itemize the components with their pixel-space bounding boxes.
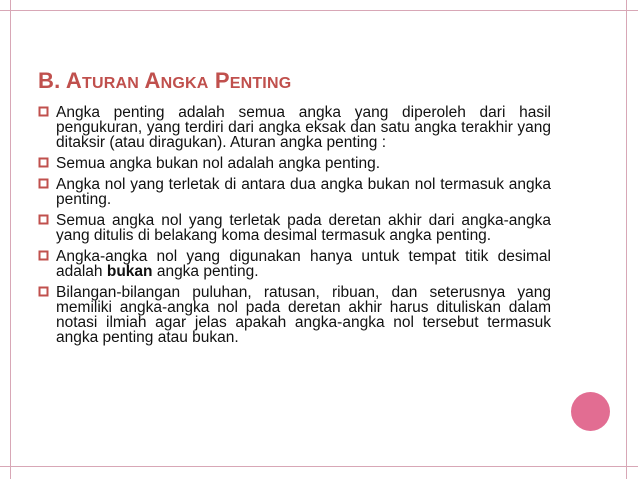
list-item bbox=[36, 285, 551, 345]
hollow-square-bullet-icon bbox=[38, 178, 49, 189]
list-item bbox=[36, 105, 551, 150]
bullet-text: Semua angka nol yang terletak pada deretan akhir dari angka-angka yang ditulis di belakang koma desimal termasuk angka penting. bbox=[56, 212, 551, 244]
list-item bbox=[36, 213, 551, 243]
hollow-square-bullet-icon bbox=[38, 250, 49, 261]
bullet-text: Angka-angka nol yang digunakan hanya untuk tempat titik desimal adalah bbox=[56, 248, 551, 280]
hollow-square-bullet-icon bbox=[38, 157, 49, 168]
title-word1-initial: A bbox=[65, 68, 82, 93]
title-prefix: B. bbox=[38, 68, 66, 93]
title-word2-initial: A bbox=[144, 68, 161, 93]
hollow-square-bullet-icon bbox=[38, 106, 49, 117]
frame-left-line bbox=[10, 0, 11, 479]
title-word3-rest: ENTING bbox=[229, 75, 292, 92]
list-item bbox=[36, 177, 551, 207]
bullet-list bbox=[36, 105, 551, 351]
slide-title bbox=[38, 68, 291, 94]
bullet-text: Angka nol yang terletak di antara dua angka bukan nol termasuk angka penting. bbox=[56, 176, 551, 208]
frame-top-line bbox=[0, 10, 638, 11]
decorative-circle bbox=[571, 392, 610, 431]
bullet-text-end: angka penting. bbox=[152, 263, 259, 280]
list-item bbox=[36, 156, 551, 171]
title-word1-rest: TURAN bbox=[82, 75, 139, 92]
title-word2-rest: NGKA bbox=[160, 75, 209, 92]
hollow-square-bullet-icon bbox=[38, 286, 49, 297]
title-word3-initial: P bbox=[214, 68, 230, 93]
frame-right-line bbox=[626, 0, 627, 479]
frame-bottom-line bbox=[0, 466, 638, 467]
list-item bbox=[36, 249, 551, 279]
hollow-square-bullet-icon bbox=[38, 214, 49, 225]
bullet-text: Bilangan-bilangan puluhan, ratusan, ribuan, dan seterusnya yang memiliki angka-angka nol pada deretan akhir harus dituliskan dalam notasi ilmiah agar jelas apakah angka-angka nol tersebut termasuk angka penting atau bukan. bbox=[56, 284, 551, 346]
bullet-text: Semua angka bukan nol adalah angka penting. bbox=[56, 155, 381, 172]
bullet-text: Angka penting adalah semua angka yang diperoleh dari hasil pengukuran, yang terdiri dari angka eksak dan satu angka terakhir yang ditaksir (atau diragukan). Aturan angka penting : bbox=[56, 104, 551, 151]
bullet-bold-word: bukan bbox=[106, 263, 153, 280]
